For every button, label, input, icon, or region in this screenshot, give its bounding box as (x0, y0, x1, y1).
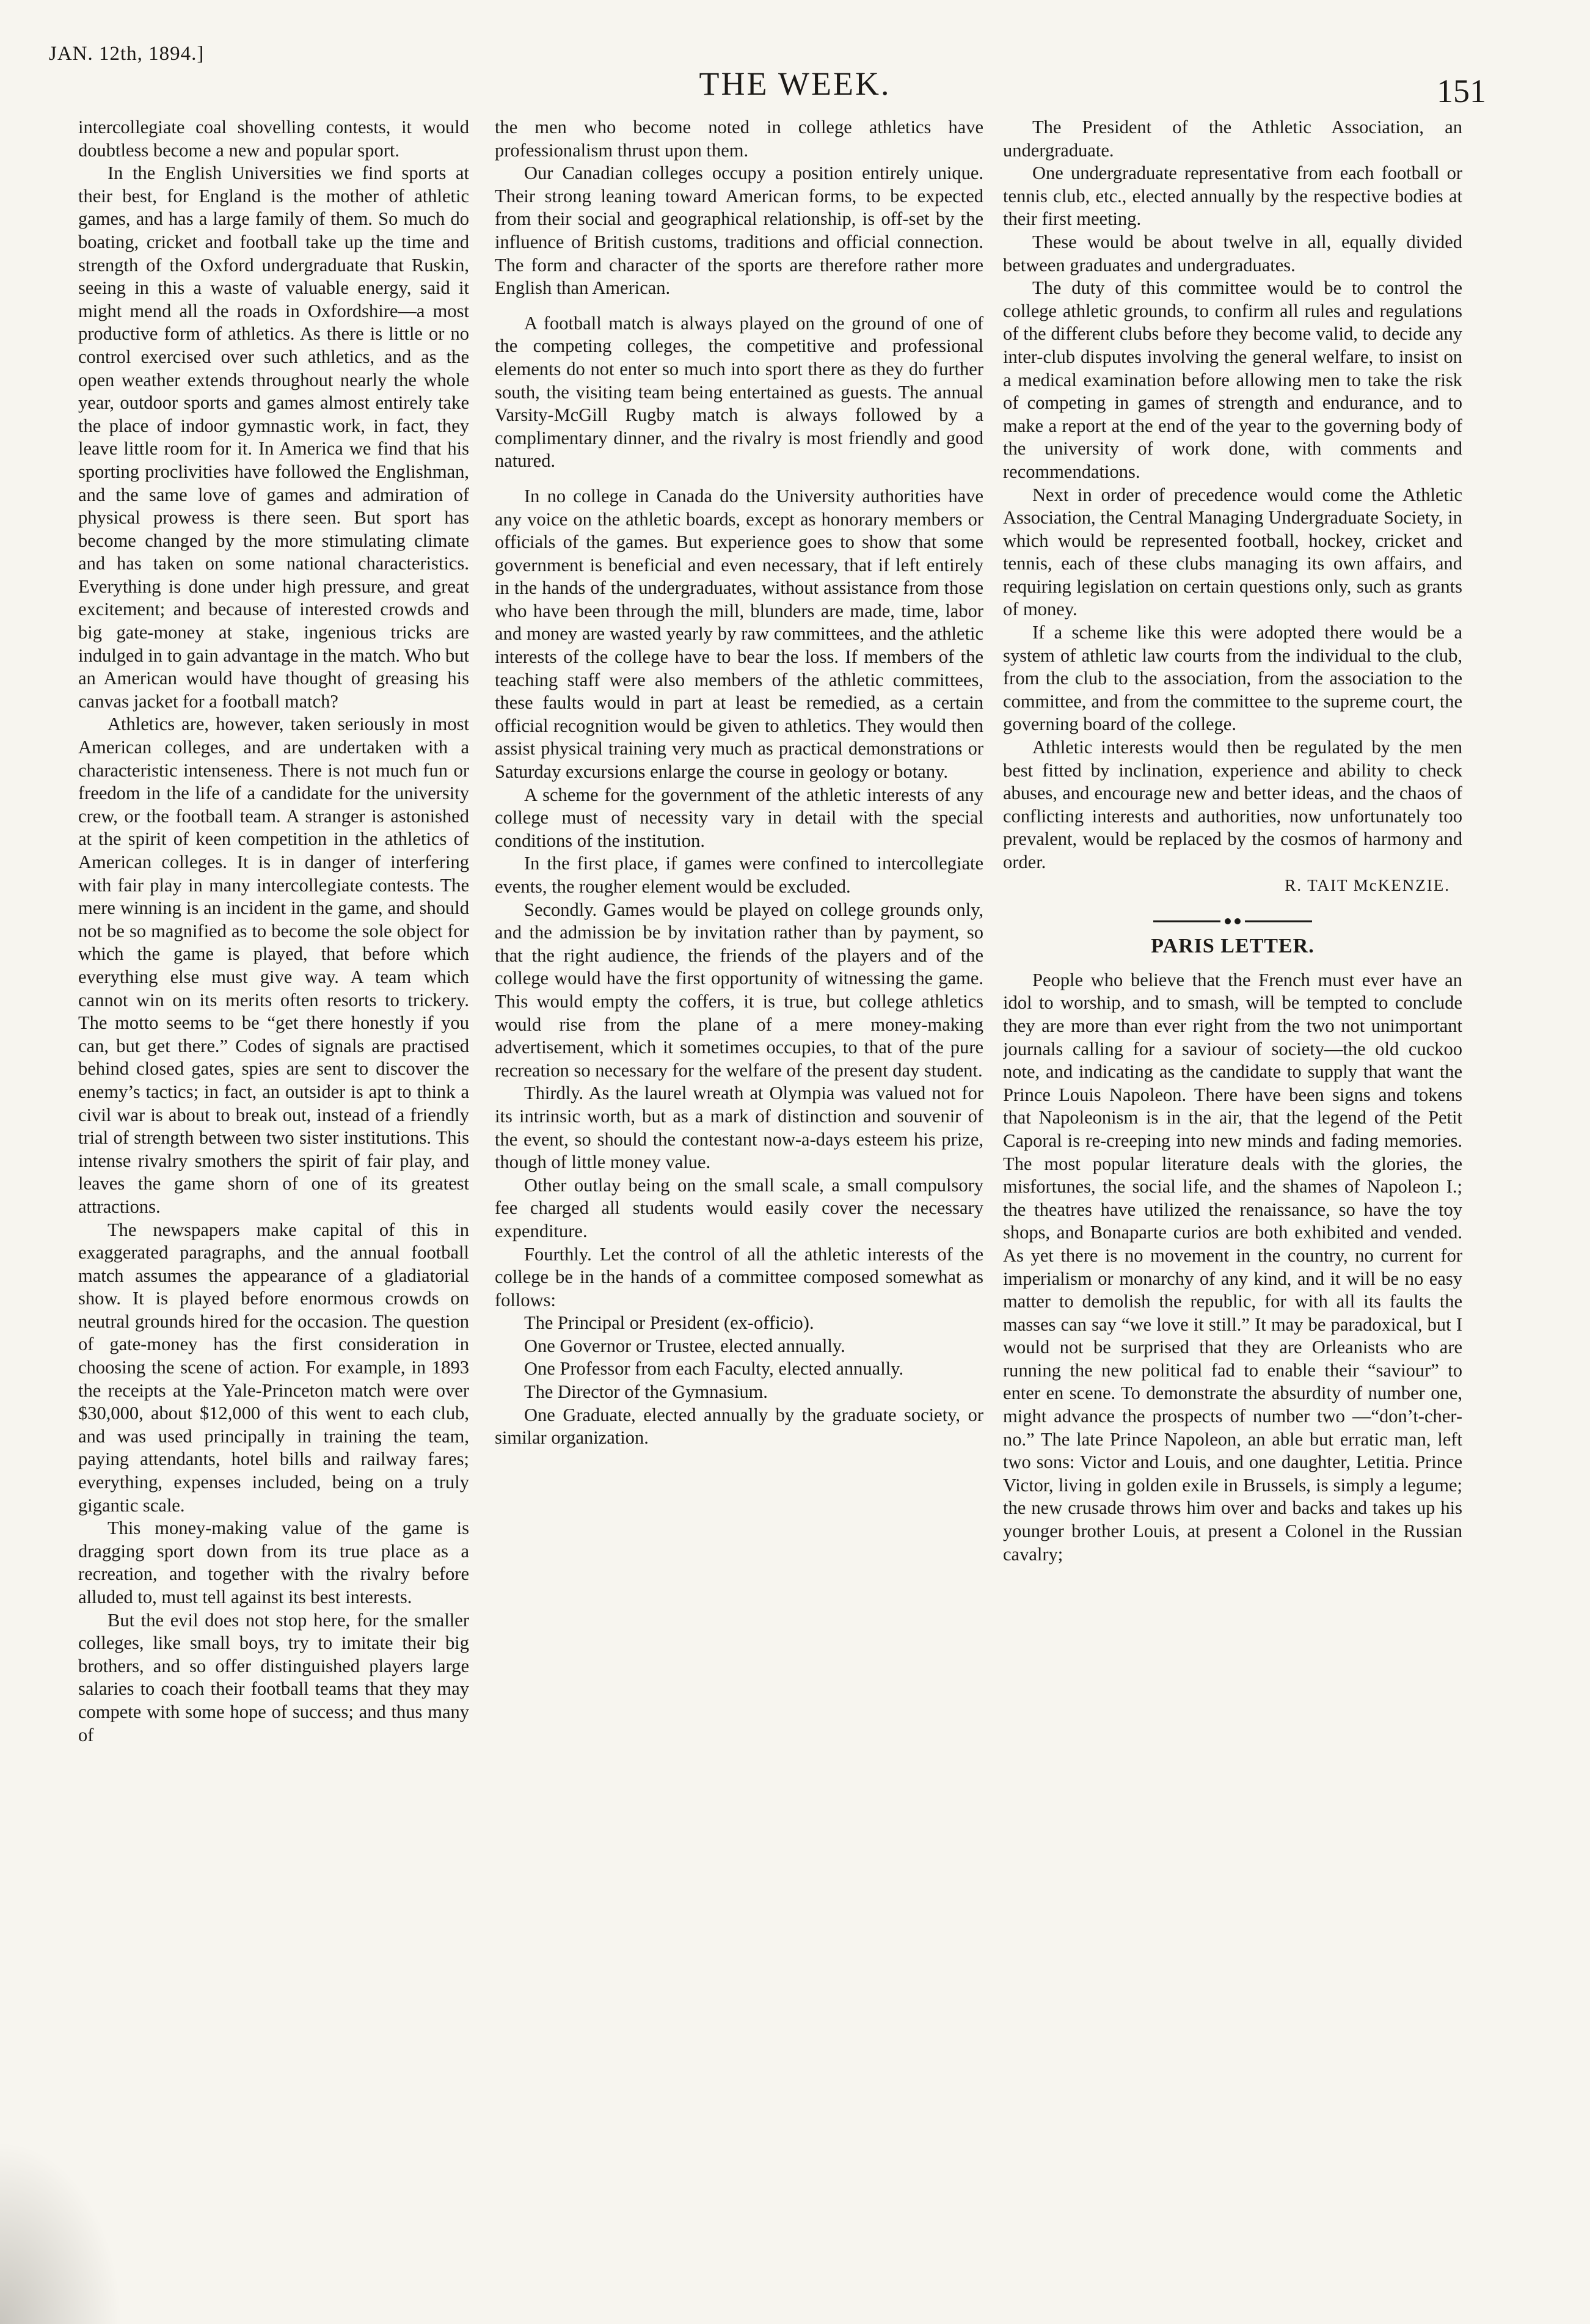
author-signature: R. TAIT McKENZIE. (1285, 875, 1450, 894)
paragraph: The newspapers make capital of this in exaggerated paragraphs, and the annual football match assumes the appearance of a gladiatorial show. It is played before enormous crowds on neutral grounds hired for the occasion. The question of gate-money has the first consideration in choosing the scene of action. For example, in 1893 the receipts at the Yale-Princeton match were over $30,000, about $12,000 of this went to each club, and was used principally in training the team, paying attendants, hotel bills and railway fares; everything, expenses included, being on a truly gigantic scale. (78, 1219, 469, 1516)
publication-title: THE WEEK. (699, 65, 891, 102)
paragraph: Our Canadian colleges occupy a position entirely unique. Their strong leaning toward American forms, to be expected from their social and geographical relationship, is off-set by the influence of British customs, traditions and official connection. The form and character of the sports are therefore rather more English than American. (495, 163, 983, 299)
paragraph: intercollegiate coal shovelling contests, it would doubtless become a new and popular sport. (78, 117, 469, 161)
section-title-paris-letter: PARIS LETTER. (1151, 935, 1315, 958)
paragraph: This money-making value of the game is dragging sport down from its true place as a recreation, and together with the rivalry before alluded to, must tell against its best interests. (78, 1518, 469, 1607)
masthead (0, 0, 1590, 116)
paragraph: Fourthly. Let the control of all the athletic interests of the college be in the hands of a committee composed somewhat as follows: (495, 1243, 983, 1310)
paris-letter-body: People who believe that the French must ever have an idol to worship, and to smash, will be tempted to conclude they are more than ever right from the two not unimportant journals calling for a saviour of society—the old cuckoo note, and indicating as the candidate to supply that want the Prince Louis Napoleon. There have been signs and tokens that Napoleonism is in the air, that the legend of the Petit Caporal is re-creeping into new minds and fading memories. The most popular literature deals with the glories, the misfortunes, the social life, and the shames of Napoleon I.; the theatres have utilized the renaissance, so have the toy shops, and Bonaparte curios are both exhibited and vended. As yet there is no movement in the country, no current for imperialism or monarchy of any kind, and it will be no easy matter to demolish the republic, for with all its faults the masses can say “we love it still.” It may be paradoxical, but I would not be surprised that they are Orleanists who are running the new political fad to enable their “saviour” to enter en scene. To demonstrate the absurdity of number one, might advance the prospects of number two —“don’t-cher-no.” The late Prince Napoleon, an able but erratic man, left two sons: Victor and Louis, and one daughter, Letitia. Prince Victor, living in golden exile in Brussels, is simply a legume; the new crusade throws him over and backs and takes up his younger brother Louis, at present a Colonel in the Russian cavalry; (1003, 969, 1462, 1565)
paragraph: One undergraduate representative from each football or tennis club, etc., elected annually by the respective bodies at their first meeting. (1003, 163, 1462, 230)
paragraph: In the English Universities we find sports at their best, for England is the mother of athletic games, and has a large family of them. So much do boating, cricket and football take up the time and strength of the Oxford undergraduate that Ruskin, seeing in this a waste of valuable energy, said it might mend all the roads in Oxfordshire—a most productive form of athletics. As there is little or no control exercised over such athletics, and as the open weather extends throughout nearly the whole year, outdoor sports and games almost entirely take the place of indoor gymnastic work, in fact, they leave little room for it. In America we find that his sporting proclivities have followed the Englishman, and the same love of games and admiration of physical prowess is there seen. But sport has become changed by the more stimulating climate and has taken on some national characteristics. Everything is done under high pressure, and great excitement; and because of interested crowds and big gate-money at stake, ingenious tricks are indulged in to gain advantage in the match. Who but an American would have thought of greasing his canvas jacket for a football match? (78, 163, 469, 712)
paragraph: The Principal or President (ex-officio). (524, 1312, 814, 1334)
paragraph: But the evil does not stop here, for the smaller colleges, like small boys, try to imitate their big brothers, and so offer distinguished players large salaries to coach their football teams that they may compete with some hope of success; and thus many of (78, 1609, 469, 1745)
page-number: 151 (1437, 73, 1486, 109)
paragraph: One Professor from each Faculty, elected annually. (524, 1358, 904, 1379)
paragraph: One Graduate, elected annually by the graduate society, or similar organization. (495, 1404, 983, 1449)
paragraph: The duty of this committee would be to control the college athletic grounds, to confirm all rules and regulations of the different clubs before they become valid, to decide any inter-club disputes involving the general welfare, to insist on a medical examination before allowing men to take the risk of competing in games of strength and endurance, and to make a report at the end of the year to the governing body of the university of work done, with comments and recommendations. (1003, 277, 1462, 482)
article-continuation (1003, 116, 1462, 874)
column-3 (1003, 116, 1462, 2291)
paragraph: Thirdly. As the laurel wreath at Olympia was valued not for its intrinsic worth, but as a mark of distinction and souvenir of the event, so should the contestant now-a-days esteem his prize, though of little money value. (495, 1083, 983, 1173)
paragraph: The President of the Athletic Association, an undergraduate. (1003, 117, 1462, 161)
paragraph: Athletics are, however, taken seriously in most American colleges, and are undertaken with a characteristic intenseness. There is not much fun or freedom in the life of a candidate for the university crew, or the football team. A stranger is astonished at the spirit of keen competition in the athletics of American colleges. It is in danger of interfering with fair play in many intercollegiate contests. The mere winning is an incident in the game, and should not be so magnified as to become the sole object for which the game is played, that before which everything else must give way. A team which cannot win on its merits often resorts to trickery. The motto seems to be “get there honestly if you can, but get there.” Codes of signals are practised behind closed gates, spies are sent to discover the enemy’s tactics; in fact, an outsider is apt to think a civil war is about to break out, instead of a friendly trial of strength between two sister institutions. This intense rivalry smothers the spirit of fair play, and leaves the game shorn of one of its greatest attractions. (78, 714, 469, 1217)
paragraph: The Director of the Gymnasium. (524, 1381, 768, 1403)
paragraph: Next in order of precedence would come the Athletic Association, the Central Managing Undergraduate Society, in which would be represented football, hockey, cricket and tennis, each of these clubs managing its own affairs, and requiring legislation on certain questions only, such as grants of money. (1003, 484, 1462, 620)
column-1 (78, 116, 469, 2291)
paragraph: Other outlay being on the small scale, a small compulsory fee charged all students would easily cover the necessary expenditure. (495, 1174, 983, 1241)
paragraph: Athletic interests would then be regulated by the men best fitted by inclination, experience and ability to check abuses, and encourage new and better ideas, and the chaos of conflicting interests and authorities, now unfortunately too prevalent, would be replaced by the cosmos of harmony and order. (1003, 737, 1462, 872)
page-edge-shadow (0, 2141, 122, 2324)
paragraph: These would be about twelve in all, equally divided between graduates and undergraduates. (1003, 231, 1462, 276)
paragraph: the men who become noted in college athletics have professionalism thrust upon them. (495, 117, 983, 161)
paragraph: Secondly. Games would be played on college grounds only, and the admission be by invitation rather than by payment, so that the right audience, the friends of the players and of the college would have the first opportunity of witnessing the game. This would empty the coffers, it is true, but college athletics would rise from the plane of a mere money-making advertisement, which it sometimes occupies, to that of the pure recreation so necessary for the welfare of the present day student. (495, 899, 983, 1081)
column-2 (495, 116, 983, 2291)
paragraph: One Governor or Trustee, elected annually. (524, 1335, 845, 1356)
paragraph: A scheme for the government of the athletic interests of any college must of necessity vary in detail with the special conditions of the institution. (495, 784, 983, 851)
paragraph: If a scheme like this were adopted there would be a system of athletic law courts from the individual to the club, from the club to the association, from the association to the committee, and from the committee to the supreme court, the governing board of the college. (1003, 622, 1462, 735)
issue-date: JAN. 12th, 1894.] (49, 43, 205, 65)
section-divider (1141, 904, 1324, 932)
paragraph: A football match is always played on the ground of one of the competing colleges, the competitive and professional elements do not enter so much into sport there as they do further south, the visiting team being entertained as guests. The annual Varsity-McGill Rugby match is always followed by a complimentary dinner, and the rivalry is most friendly and good natured. (495, 312, 983, 472)
paragraph: In the first place, if games were confined to intercollegiate events, the rougher element would be excluded. (495, 853, 983, 897)
paragraph: In no college in Canada do the University authorities have any voice on the athletic boards, except as honorary members or officials of the games. But experience goes to show that some government is beneficial and even necessary, that if left entirely in the hands of the undergraduates, without assistance from those who have been through the mill, blunders are made, time, labor and money are wasted yearly by raw committees, and the athletic interests of the college have to bear the loss. If members of the teaching staff were also members of the athletic committees, these faults would in part at least be remedied, as a certain official recognition would be given to athletics. They would then assist physical training very much as practical demonstrations or Saturday excursions enlarge the course in geology or botany. (495, 485, 983, 783)
